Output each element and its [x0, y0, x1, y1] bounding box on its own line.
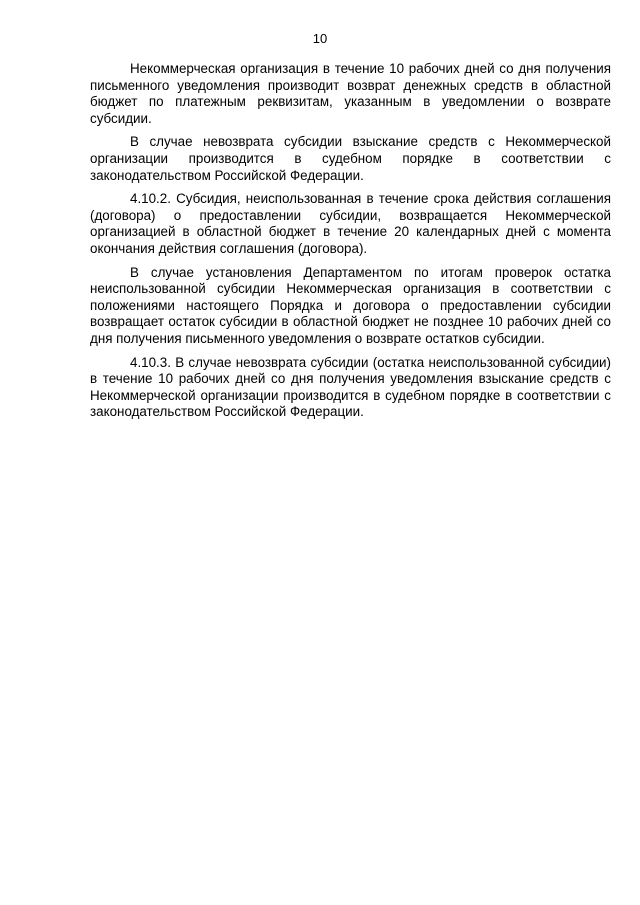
- paragraph-unused-balance: В случае установления Департаментом по итогам проверок остатка неиспользованной субсидии Некоммерческая организация в соответствии с положениями настоящего Порядка и договора о предоставлении субсидии возвращает остаток субсидии в областной бюджет не позднее 10 рабочих дней со дня получения письменного уведомления о возврате остатков субсидии.: [90, 264, 611, 346]
- document-body: [90, 61, 611, 428]
- paragraph-4-10-2: 4.10.2. Субсидия, неиспользованная в течение срока действия соглашения (договора) о предоставлении субсидии, возвращается Некоммерческой организацией в областной бюджет в течение 20 календарных дней с момента окончания действия соглашения (договора).: [90, 191, 611, 256]
- paragraph-court-recovery: В случае невозврата субсидии взыскание средств с Некоммерческой организации производится в судебном порядке в соответствии с законодательством Российской Федерации.: [90, 134, 611, 183]
- paragraph-refund-notice: Некоммерческая организация в течение 10 рабочих дней со дня получения письменного уведомления производит возврат денежных средств в областной бюджет по платежным реквизитам, указанным в уведомлении о возврате субсидии.: [90, 61, 611, 126]
- paragraph-4-10-3: 4.10.3. В случае невозврата субсидии (остатка неиспользованной субсидии) в течение 10 рабочих дней со дня получения уведомления взыскание средств с Некоммерческой организации производится в судебном порядке в соответствии с законодательством Российской Федерации.: [90, 354, 611, 420]
- page-number: 10: [312, 31, 328, 46]
